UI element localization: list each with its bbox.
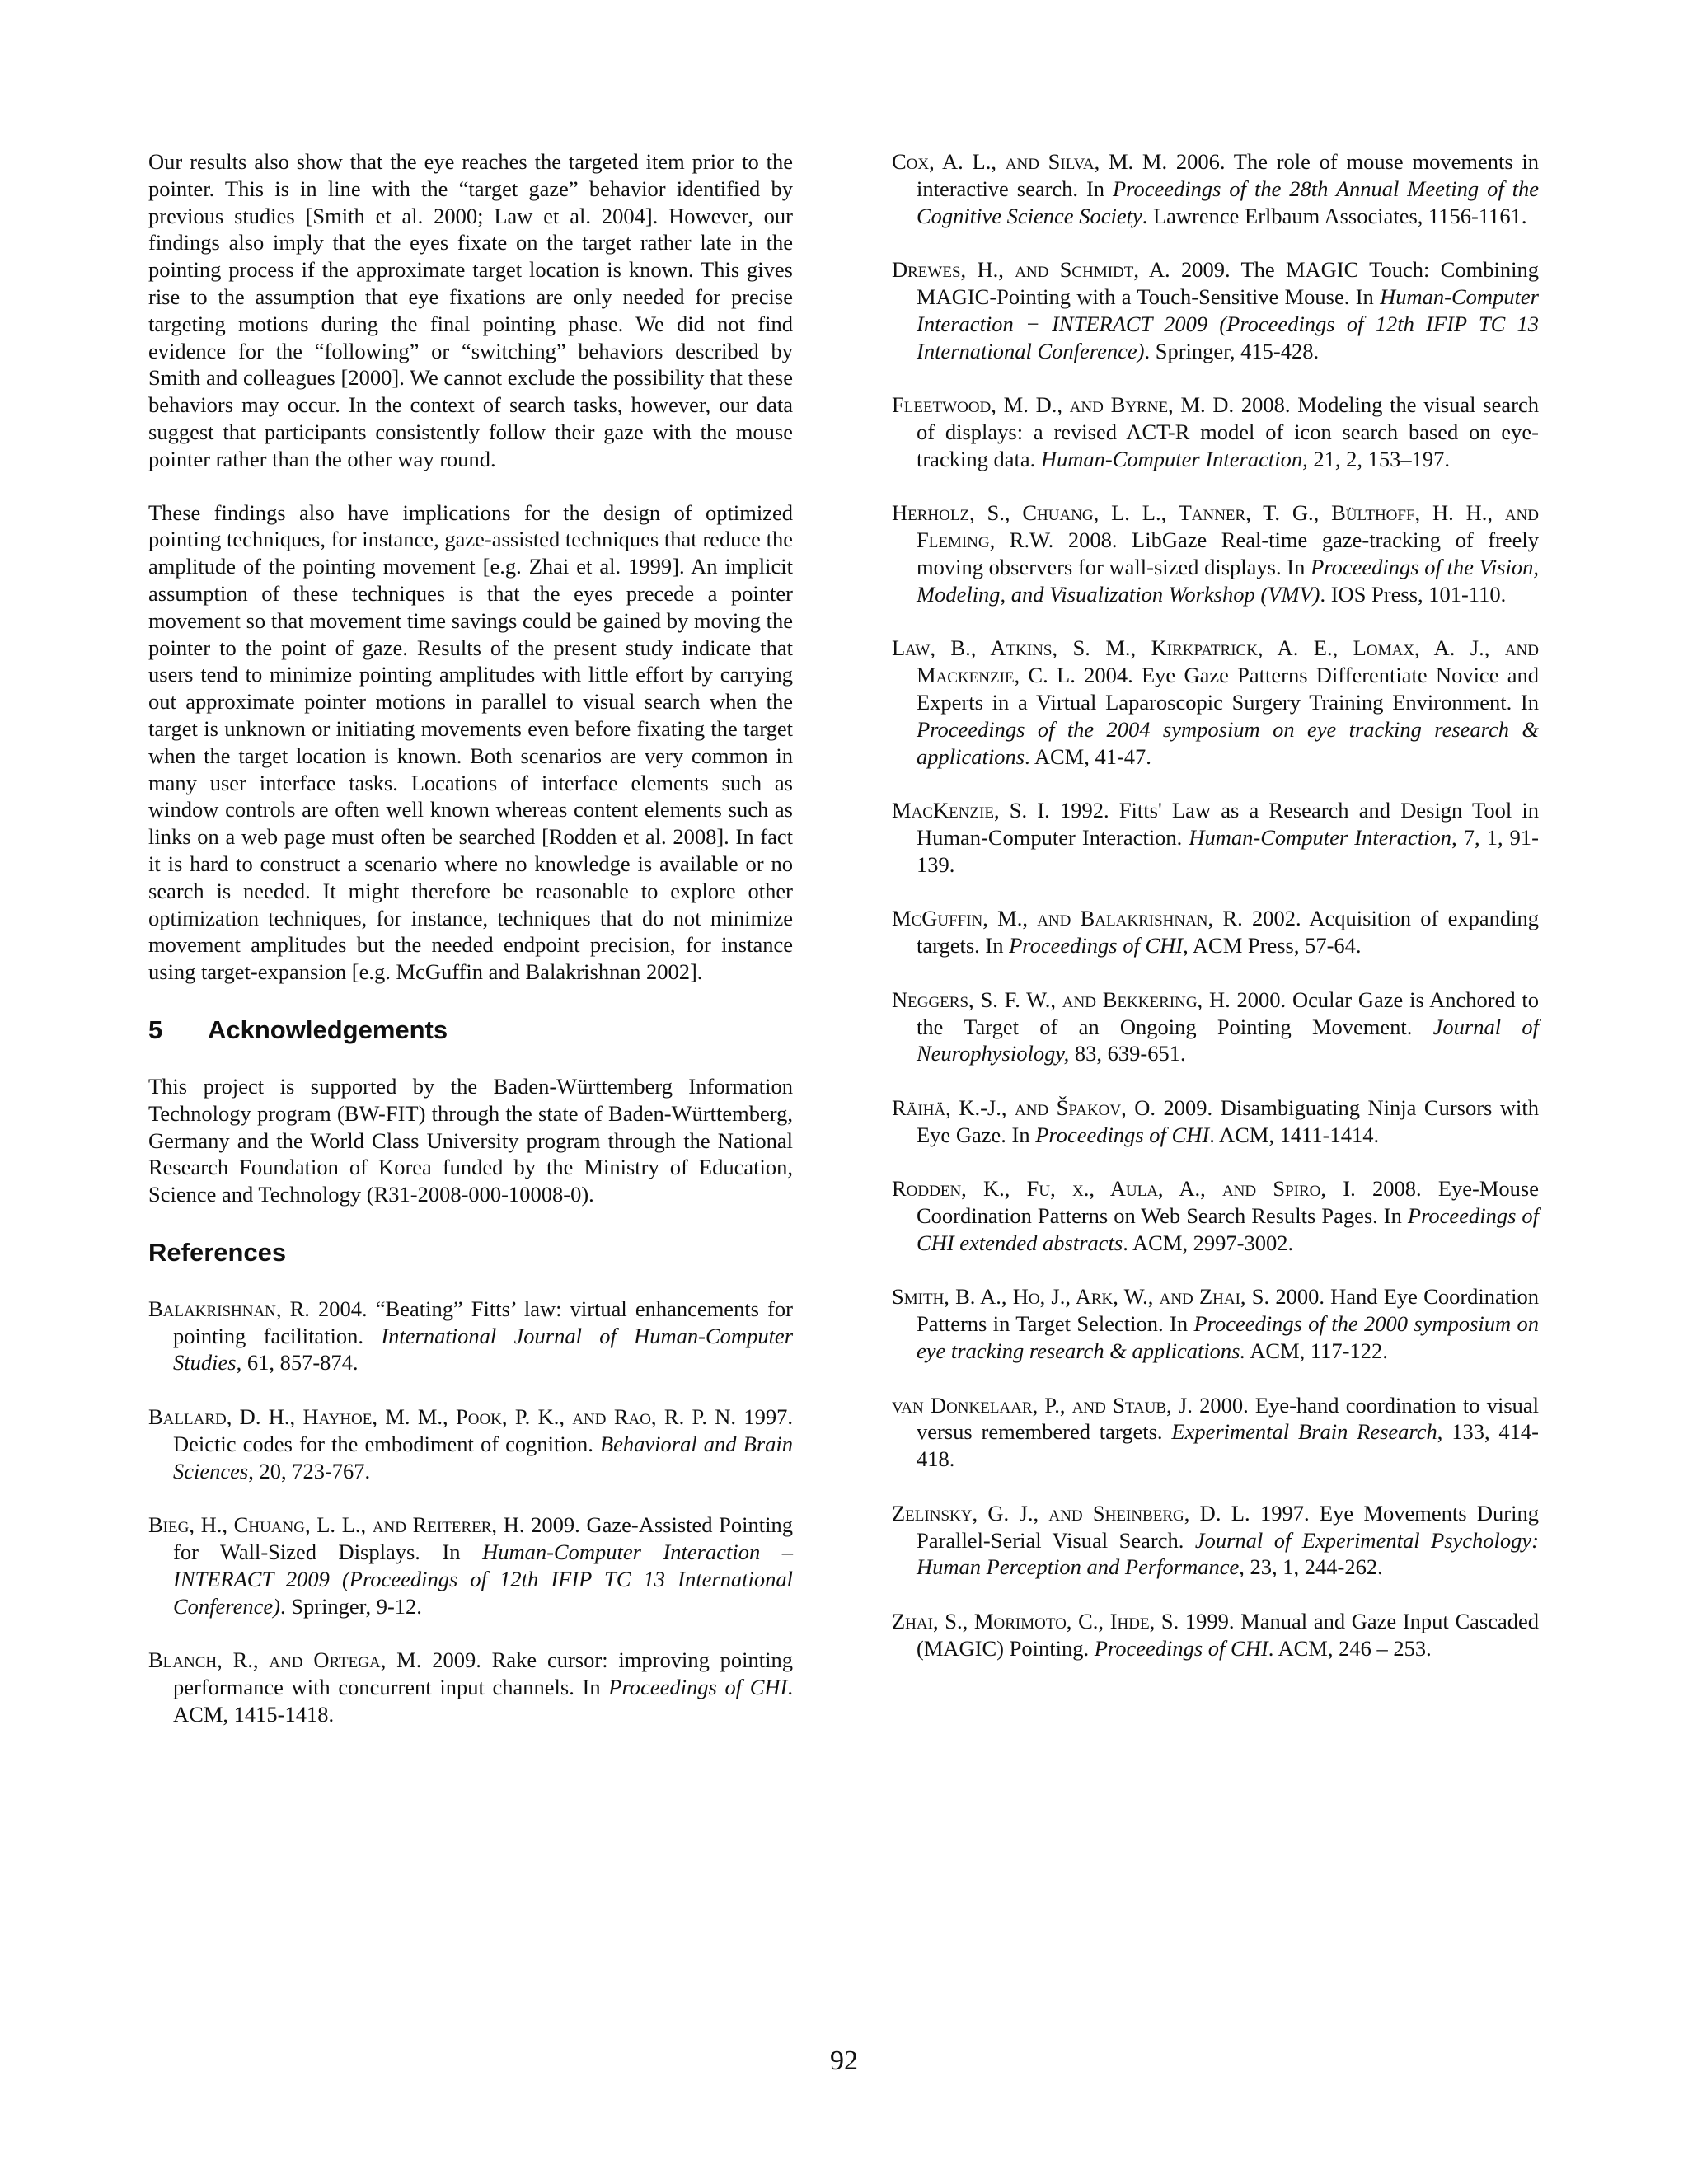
section-title: Acknowledgements	[208, 1015, 448, 1044]
reference-item: Smith, B. A., Ho, J., Ark, W., and Zhai, S. 2000. Hand Eye Coordination Patterns in Target Selection. In Proceedings of the 2000 symposium on eye tracking research & applications. ACM, 117-122.	[892, 1284, 1539, 1364]
references-heading: References	[148, 1237, 287, 1267]
acknowledgements-text: This project is supported by the Baden-Württemberg Information Technology program (BW-FIT) through the state of Baden-Württemberg, Germany and the World Class University program through the National Research Foundation of Korea funded by the Ministry of Education, Science and Technology (R31-2008-000-10008-0).	[148, 1073, 793, 1207]
reference-item: Rodden, K., Fu, x., Aula, A., and Spiro, I. 2008. Eye-Mouse Coordination Patterns on Web Search Results Pages. In Proceedings of CHI extended abstracts. ACM, 2997-3002.	[892, 1176, 1540, 1255]
reference-item: McGuffin, M., and Balakrishnan, R. 2002. Acquisition of expanding targets. In Proceedings of CHI, ACM Press, 57-64.	[892, 906, 1539, 958]
reference-item: Cox, A. L., and Silva, M. M. 2006. The role of mouse movements in interactive search. In Proceedings of the 28th Annual Meeting of the Cognitive Science Society. Lawrence Erlbaum Associates, 1156-1161.	[892, 149, 1539, 228]
right-column	[892, 148, 1539, 1689]
reference-item: Bieg, H., Chuang, L. L., and Reiterer, H. 2009. Gaze-Assisted Pointing for Wall-Sized Displays. In Human-Computer Interaction – INTERACT 2009 (Proceedings of 12th IFIP TC 13 International Conference). Springer, 9-12.	[148, 1512, 793, 1619]
reference-item: Law, B., Atkins, S. M., Kirkpatrick, A. E., Lomax, A. J., and Mackenzie, C. L. 2004. Eye Gaze Patterns Differentiate Novice and Experts in a Virtual Laparoscopic Surgery Training Environment. In Proceedings of the 2004 symposium on eye tracking research & applications. ACM, 41-47.	[892, 635, 1539, 769]
reference-item: MacKenzie, S. I. 1992. Fitts' Law as a Research and Design Tool in Human-Computer Interaction. Human-Computer Interaction, 7, 1, 91-139.	[892, 798, 1539, 877]
reference-item: Räihä, K.-J., and Špakov, O. 2009. Disambiguating Ninja Cursors with Eye Gaze. In Proceedings of CHI. ACM, 1411-1414.	[892, 1094, 1539, 1147]
reference-item: Drewes, H., and Schmidt, A. 2009. The MAGIC Touch: Combining MAGIC-Pointing with a Touch-Sensitive Mouse. In Human-Computer Interaction − INTERACT 2009 (Proceedings of 12th IFIP TC 13 International Conference). Springer, 415-428.	[892, 257, 1539, 363]
reference-item: Balakrishnan, R. 2004. “Beating” Fitts’ law: virtual enhancements for pointing facilitation. International Journal of Human-Computer Studies, 61, 857-874.	[148, 1296, 794, 1376]
body-paragraph: Our results also show that the eye reaches the targeted item prior to the pointer. This is in line with the “target gaze” behavior identified by previous studies [Smith et al. 2000; Law et al. 2004]. However, our findings also imply that the eyes fixate on the target rather late in the pointing process if the approximate target location is known. This gives rise to the assumption that eye fixations are only needed for precise targeting motions during the final pointing phase. We did not find evidence for the “following” or “switching” behaviors described by Smith and colleagues [2000]. We cannot exclude the possibility that these behaviors may occur. In the context of search tasks, however, our data suggest that participants consistently follow their gaze with the mouse pointer rather than the other way round.	[148, 149, 793, 471]
reference-item: Fleetwood, M. D., and Byrne, M. D. 2008. Modeling the visual search of displays: a revised ACT-R model of icon search based on eye-tracking data. Human-Computer Interaction, 21, 2, 153–197.	[892, 392, 1539, 471]
reference-item: Ballard, D. H., Hayhoe, M. M., Pook, P. K., and Rao, R. P. N. 1997. Deictic codes for the embodiment of cognition. Behavioral and Brain Sciences, 20, 723-767.	[148, 1404, 794, 1483]
reference-list-left	[148, 1296, 793, 1728]
reference-item: Herholz, S., Chuang, L. L., Tanner, T. G., Bülthoff, H. H., and Fleming, R.W. 2008. LibGaze Real-time gaze-tracking of freely moving observers for wall-sized displays. In Proceedings of the Vision, Modeling, and Visualization Workshop (VMV). IOS Press, 101-110.	[892, 500, 1539, 607]
body-paragraph: These findings also have implications for the design of optimized pointing techniques, for instance, gaze-assisted techniques that reduce the amplitude of the pointing movement [e.g. Zhai et al. 1999]. An implicit assumption of these techniques is that the eyes precede a pointer movement so that movement time savings could be gained by moving the pointer to the point of gaze. Results of the present study indicate that users tend to minimize pointing amplitudes with little effort by carrying out approximate pointer motions in parallel to visual search when the target is unknown or initiating movements even before fixating the target when the target location is known. Both scenarios are very common in many user interface tasks. Locations of interface elements such as window controls are often well known whereas content elements such as links on a web page must often be searched [Rodden et al. 2008]. In fact it is hard to construct a scenario where no knowledge is available or no search is needed. It might therefore be reasonable to explore other optimization techniques, for instance, techniques that do not minimize movement amplitudes but the needed endpoint precision, for instance using target-expansion [e.g. McGuffin and Balakrishnan 2002].	[148, 499, 793, 985]
reference-item: Blanch, R., and Ortega, M. 2009. Rake cursor: improving pointing performance with concurrent input channels. In Proceedings of CHI. ACM, 1415-1418.	[148, 1647, 793, 1727]
left-column	[148, 148, 793, 1755]
reference-item: van Donkelaar, P., and Staub, J. 2000. Eye-hand coordination to visual versus remembered targets. Experimental Brain Research, 133, 414-418.	[892, 1392, 1540, 1472]
section-heading-acknowledgements	[148, 1015, 793, 1045]
reference-item: Neggers, S. F. W., and Bekkering, H. 2000. Ocular Gaze is Anchored to the Target of an Ongoing Pointing Movement. Journal of Neurophysiology, 83, 639-651.	[892, 987, 1539, 1066]
section-number: 5	[148, 1015, 163, 1044]
reference-item: Zelinsky, G. J., and Sheinberg, D. L. 1997. Eye Movements During Parallel-Serial Visual Search. Journal of Experimental Psychology: Human Perception and Performance, 23, 1, 244-262.	[892, 1500, 1539, 1580]
reference-item: Zhai, S., Morimoto, C., Ihde, S. 1999. Manual and Gaze Input Cascaded (MAGIC) Pointing. Proceedings of CHI. ACM, 246 – 253.	[892, 1609, 1539, 1661]
page-number: 92	[830, 2046, 858, 2076]
